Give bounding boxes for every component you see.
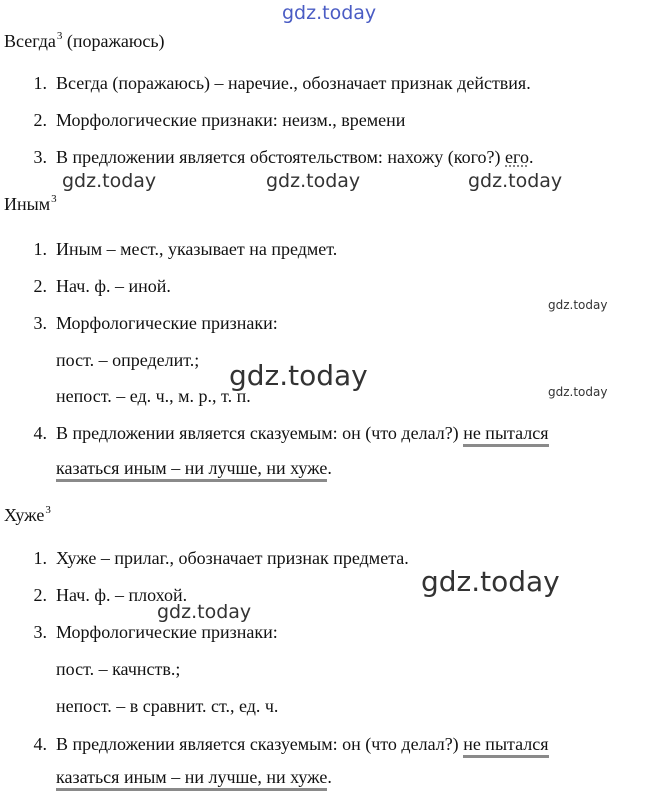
watermark: gdz.today bbox=[468, 170, 563, 192]
watermark: gdz.today bbox=[62, 170, 157, 192]
underlined-object: его bbox=[505, 147, 529, 167]
watermark-top: gdz.today bbox=[282, 2, 377, 24]
list-item: 1. Всегда (поражаюсь) – наречие., обозначает признак действия. bbox=[33, 73, 531, 93]
watermark: gdz.today bbox=[266, 170, 361, 192]
underlined-predicate: казаться иным – ни лучше, ни хуже bbox=[56, 458, 327, 482]
constant-features: пост. – определит.; bbox=[56, 350, 200, 370]
underlined-predicate: казаться иным – ни лучше, ни хуже bbox=[56, 767, 327, 791]
list-item: 2. Нач. ф. – плохой. bbox=[33, 585, 188, 605]
list-item: 3. В предложении является обстоятельством: нахожу (кого?) его. bbox=[33, 147, 534, 167]
watermark: gdz.today bbox=[229, 359, 368, 392]
underlined-predicate: не пытался bbox=[463, 423, 548, 447]
underlined-predicate: не пытался bbox=[463, 734, 548, 758]
list-item: 4. В предложении является сказуемым: он (что делал?) не пытался bbox=[56, 424, 549, 442]
list-item: 1. Иным – мест., указывает на предмет. bbox=[33, 239, 338, 259]
list-item: 4. В предложении является сказуемым: он (что делал?) не пытался bbox=[56, 735, 549, 753]
watermark: gdz.today bbox=[421, 565, 560, 598]
list-item-continuation: казаться иным – ни лучше, ни хуже. bbox=[56, 459, 332, 477]
list-item: 2. Нач. ф. – иной. bbox=[33, 276, 171, 296]
section-heading-vsegda: Всегда$^3$ (поражаюсь) bbox=[4, 30, 165, 51]
list-item-continuation: казаться иным – ни лучше, ни хуже. bbox=[56, 768, 332, 786]
list-item: 3. Морфологические признаки: bbox=[33, 313, 278, 333]
variable-features: непост. – в сравнит. ст., ед. ч. bbox=[56, 696, 279, 716]
list-item: 2. Морфологические признаки: неизм., времени bbox=[33, 110, 406, 130]
watermark: gdz.today bbox=[157, 601, 252, 623]
list-item: 3. Морфологические признаки: bbox=[33, 622, 278, 642]
list-item: 1. Хуже – прилаг., обозначает признак предмета. bbox=[33, 548, 409, 568]
section-heading-khuzhe: Хуже$^3$ bbox=[4, 504, 51, 525]
watermark: gdz.today bbox=[548, 298, 608, 312]
variable-features: непост. – ед. ч., м. р., т. п. bbox=[56, 386, 251, 406]
constant-features: пост. – качнств.; bbox=[56, 659, 181, 679]
watermark: gdz.today bbox=[548, 385, 608, 399]
section-heading-inym: Иным$^3$ bbox=[4, 193, 57, 214]
